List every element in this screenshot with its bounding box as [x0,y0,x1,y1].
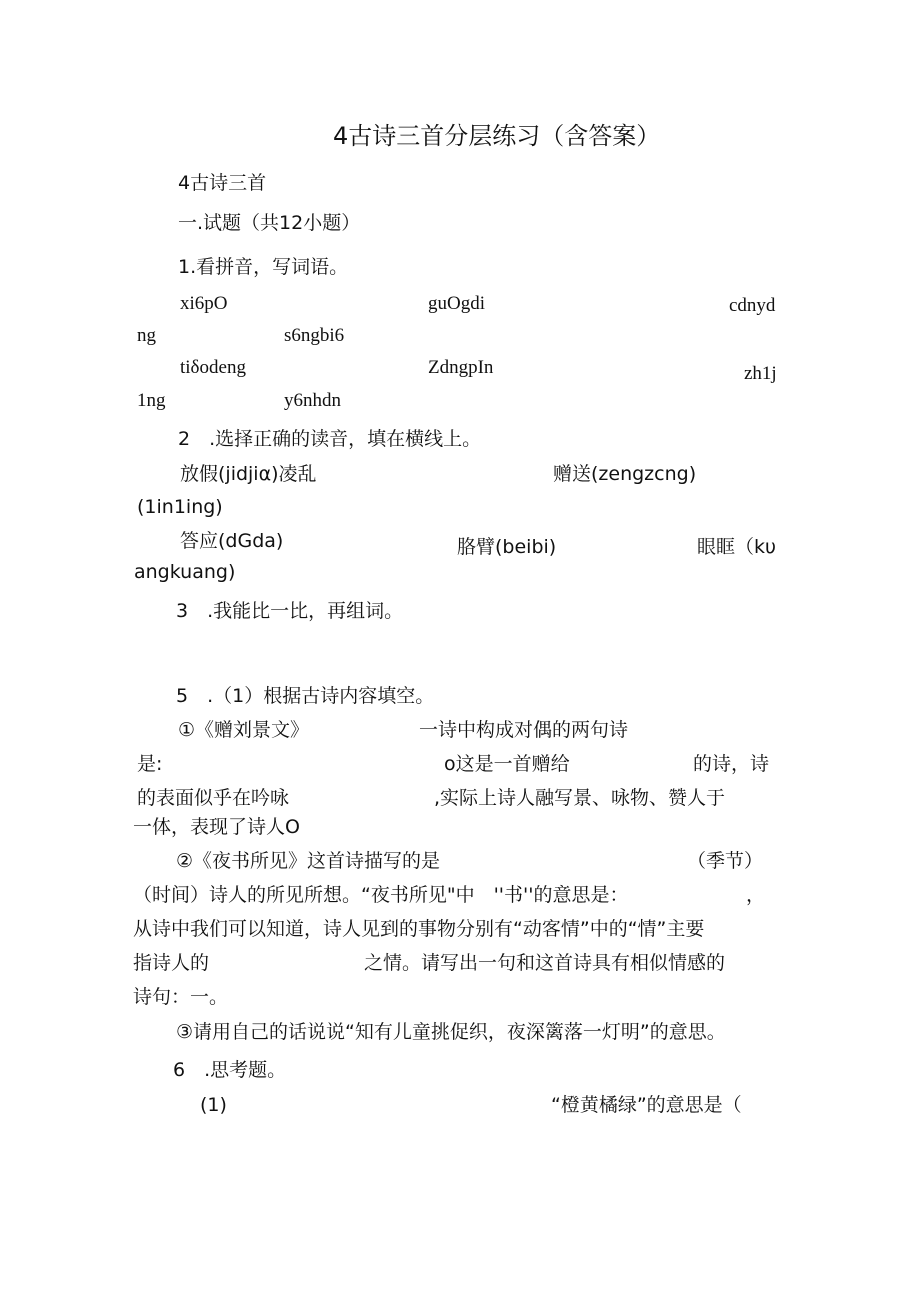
q5-line: 诗句：一。 [133,986,229,1008]
q5-line: 指诗人的 [133,952,210,974]
pinyin-item: ng [137,325,156,346]
q5-line: 之情。请写出一句和这首诗具有相似情感的 [364,952,726,974]
subtitle: 4古诗三首 [178,172,267,194]
reading-item: 赠送(zengzcng) [553,463,697,485]
question-6-heading: 6 .思考题。 [173,1059,287,1081]
pinyin-item: ZdngpIn [428,357,494,378]
reading-item: 眼眶（kυ [697,536,776,558]
pinyin-item: tiδodeng [180,357,246,378]
reading-item: angkuang) [134,561,236,583]
q5-line: 从诗中我们可以知道，诗人见到的事物分别有“动客情”中的“情”主要 [133,918,705,940]
pinyin-item: s6ngbi6 [284,325,345,346]
question-1-heading: 1.看拼音，写词语。 [178,256,349,278]
pinyin-item: cdnyd [729,295,776,316]
q5-line: ,实际上诗人融写景、咏物、赞人于 [434,787,726,809]
q5-line: 的表面似乎在吟咏 [137,787,290,809]
reading-item: 胳臂(beibi) [457,536,557,558]
q5-line: o这是一首赠给 [444,753,570,775]
pinyin-item: zh1j [744,363,777,384]
q5-line: 的诗，诗 [693,753,770,775]
reading-item: 放假(jidjiα)凌乱 [180,463,317,485]
pinyin-item: 1ng [137,390,166,411]
q5-line: ②《夜书所见》这首诗描写的是 [176,850,441,872]
question-5-heading: 5 .（1）根据古诗内容填空。 [176,685,435,707]
section-heading: 一.试题（共12小题） [178,212,361,234]
pinyin-item: guOgdi [428,293,485,314]
document-title: 4古诗三首分层练习（含答案） [333,122,661,150]
q5-line: 一体，表现了诗人O [133,816,300,838]
q5-line: 一诗中构成对偶的两句诗 [419,719,629,741]
q5-line: 是: [137,753,163,775]
question-2-heading: 2 .选择正确的读音，填在横线上。 [178,428,482,450]
q6-sub-text: “橙黄橘绿”的意思是（ [551,1094,742,1116]
q5-line: （季节） [687,850,764,872]
q5-line: ①《赠刘景文》 [178,719,310,741]
q5-line: （时间）诗人的所见所想。“夜书所见"中 ''书''的意思是： [133,884,629,906]
question-3-heading: 3 .我能比一比，再组词。 [176,600,404,622]
q6-sub-number: (1) [200,1094,227,1116]
q5-line: ， [746,884,766,906]
pinyin-item: xi6pO [180,293,228,314]
reading-item: (1in1ing) [137,496,223,518]
reading-item: 答应(dGda) [180,530,284,552]
q5-line: ③请用自己的话说说“知有儿童挑促织，夜深篱落一灯明”的意思。 [176,1021,726,1043]
pinyin-item: y6nhdn [284,390,341,411]
